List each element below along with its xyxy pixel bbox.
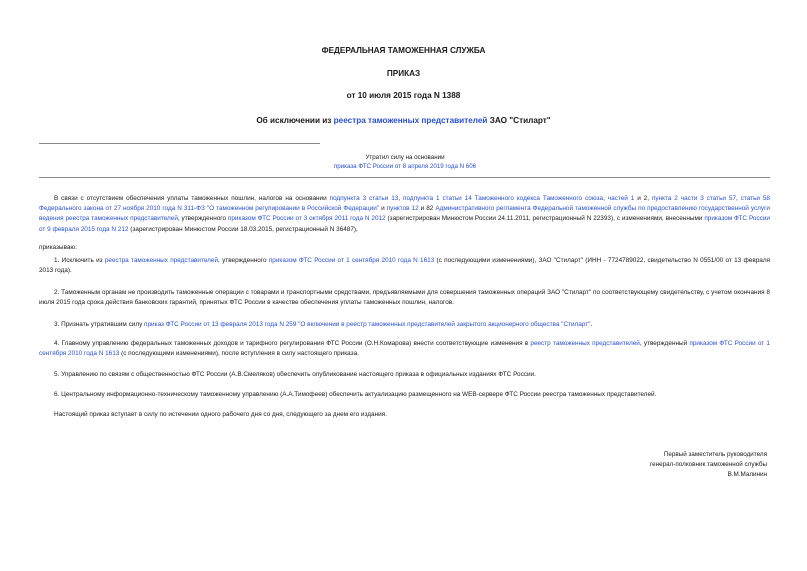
item-7-effective-date: Настоящий приказ вступает в силу по истечении одного рабочего дня со дня, следующего за днем его издания. (54, 411, 387, 418)
note-divider-bottom (39, 177, 770, 178)
item-3-text: 3. Признать утратившим силу (54, 321, 145, 328)
preamble-text: и 2, (634, 195, 652, 202)
signature-block (467, 450, 767, 480)
link-article-14-tk[interactable]: подпункта 1 статьи 14 Таможенного кодекса Таможенного союза (403, 195, 604, 202)
title-text-start: Об исключении из (256, 116, 334, 125)
item-4-text: , утвержденный (639, 340, 690, 347)
preamble-text: (зарегистрирован Минюстом России 24.11.2011, регистрационный N 22393), с изменениями, внесенными (385, 215, 705, 223)
repeal-note (260, 153, 550, 171)
link-article-57[interactable]: пункта 2 части 3 статьи 57 (651, 195, 736, 202)
preamble-text: , (398, 195, 404, 202)
link-admin-regulation[interactable]: Административного регламента Федеральной таможенной службы по предоставлению государственной услуги ведения реестра таможенных представителей (39, 205, 770, 223)
item-3-text: . (590, 321, 593, 328)
item-1-text: , утвержденного (218, 257, 269, 264)
document-date-number: от 10 июля 2015 года N 1388 (346, 91, 461, 100)
repeal-order-link[interactable]: приказа ФТС России от 8 апреля 2019 года N 606 (333, 163, 477, 170)
item-3-order-259-link[interactable]: приказ ФТС России от 13 февраля 2013 года N 259 "О включении в реестр таможенных представителей закрытого акционерного общества "Стиларт" (144, 321, 591, 328)
item-4 (39, 339, 770, 359)
document-title (0, 116, 807, 125)
title-text-end: ЗАО "Стиларт" (487, 116, 551, 125)
preamble-text: В связи с отсутствием обеспечения уплаты таможенных пошлин, налогов на основании (54, 195, 330, 202)
item-5: 5. Управлению по связям с общественностью ФТС России (А.В.Смеляков) обеспечить опубликование настоящего приказа в официальных изданиях ФТС России. (54, 371, 536, 378)
repeal-note-text: Утратил силу на основании (365, 154, 445, 161)
preamble-text: (зарегистрирован Минюстом России 18.03.2015, регистрационный N 36487), (128, 225, 358, 233)
title-registry-link[interactable]: реестра таможенных представителей (333, 116, 488, 125)
agency-title: ФЕДЕРАЛЬНАЯ ТАМОЖЕННАЯ СЛУЖБА (321, 46, 486, 55)
item-1-registry-link[interactable]: реестра таможенных представителей (104, 257, 219, 264)
signer-name: В.М.Малинин (727, 471, 767, 478)
order-word: приказываю: (39, 244, 77, 251)
item-1 (39, 256, 770, 276)
preamble-text: и 82 (418, 205, 436, 213)
item-1-text: (с последующими изменениями), ЗАО "Стиларт" (ИНН - 7724789022, свидетельство N 0551/00 от 13 февраля 2013 года). (39, 257, 771, 275)
link-order-212[interactable]: приказом ФТС России от 9 февраля 2015 года N 212 (39, 215, 771, 233)
preamble-text: , утвержденного (177, 215, 228, 223)
document-type: ПРИКАЗ (386, 69, 421, 78)
item-6: 6. Центральному информационно-техническому таможенному управлению (А.А.Тимофеев) обеспечить актуализацию размещенного на WEB-сервере ФТС России реестра таможенных представителей. (54, 391, 657, 398)
signer-position: Первый заместитель руководителя (663, 451, 767, 458)
signer-rank: генерал-полковник таможенной службы (649, 461, 767, 468)
preamble-text: , (603, 195, 608, 202)
item-1-text: 1. Исключить из (54, 257, 105, 264)
link-article-13[interactable]: подпункта 3 статьи 13 (329, 195, 399, 202)
link-order-2012[interactable]: приказом ФТС России от 3 октября 2011 года N 2012 (227, 215, 386, 223)
item-2: 2. Таможенным органам не производить таможенные операции с товарами и транспортными средствами, предъявляемыми для совершения таможенных операций ЗАО "Стиларт" по соответствующему свидетельству, с учетом окончания 8 июля 2015 года срока действия банковских гарантий, принятых ФТС России в качестве обеспечения уплаты таможенных пошлин, налогов. (39, 289, 770, 307)
item-3 (39, 320, 770, 330)
link-part-1[interactable]: частей 1 (607, 195, 635, 202)
preamble-paragraph (39, 194, 770, 235)
item-1-order-1613-link[interactable]: приказом ФТС России от 1 сентября 2010 года N 1613 (268, 257, 435, 264)
link-federal-law-311[interactable]: статьи 58 Федерального закона от 27 ноября 2010 года N 311-ФЗ "О таможенном регулировании в Российской Федерации" (39, 195, 770, 213)
item-4-text: (с последующими изменениями), после вступления в силу настоящего приказа. (119, 350, 359, 358)
item-4-registry-link[interactable]: реестр таможенных представителей (530, 340, 640, 347)
item-4-text: 4. Главному управлению федеральных таможенных доходов и тарифного регулирования ФТС России (О.Н.Комарова) внести соответствующие изменения в (54, 340, 531, 347)
item-4-order-1613-link[interactable]: приказом ФТС России от 1 сентября 2010 года N 1613 (39, 340, 770, 358)
preamble-text: , (735, 195, 741, 202)
link-clause-12[interactable]: пунктов 12 (386, 205, 419, 213)
note-divider-top (39, 143, 320, 144)
preamble-text: и (379, 205, 387, 213)
